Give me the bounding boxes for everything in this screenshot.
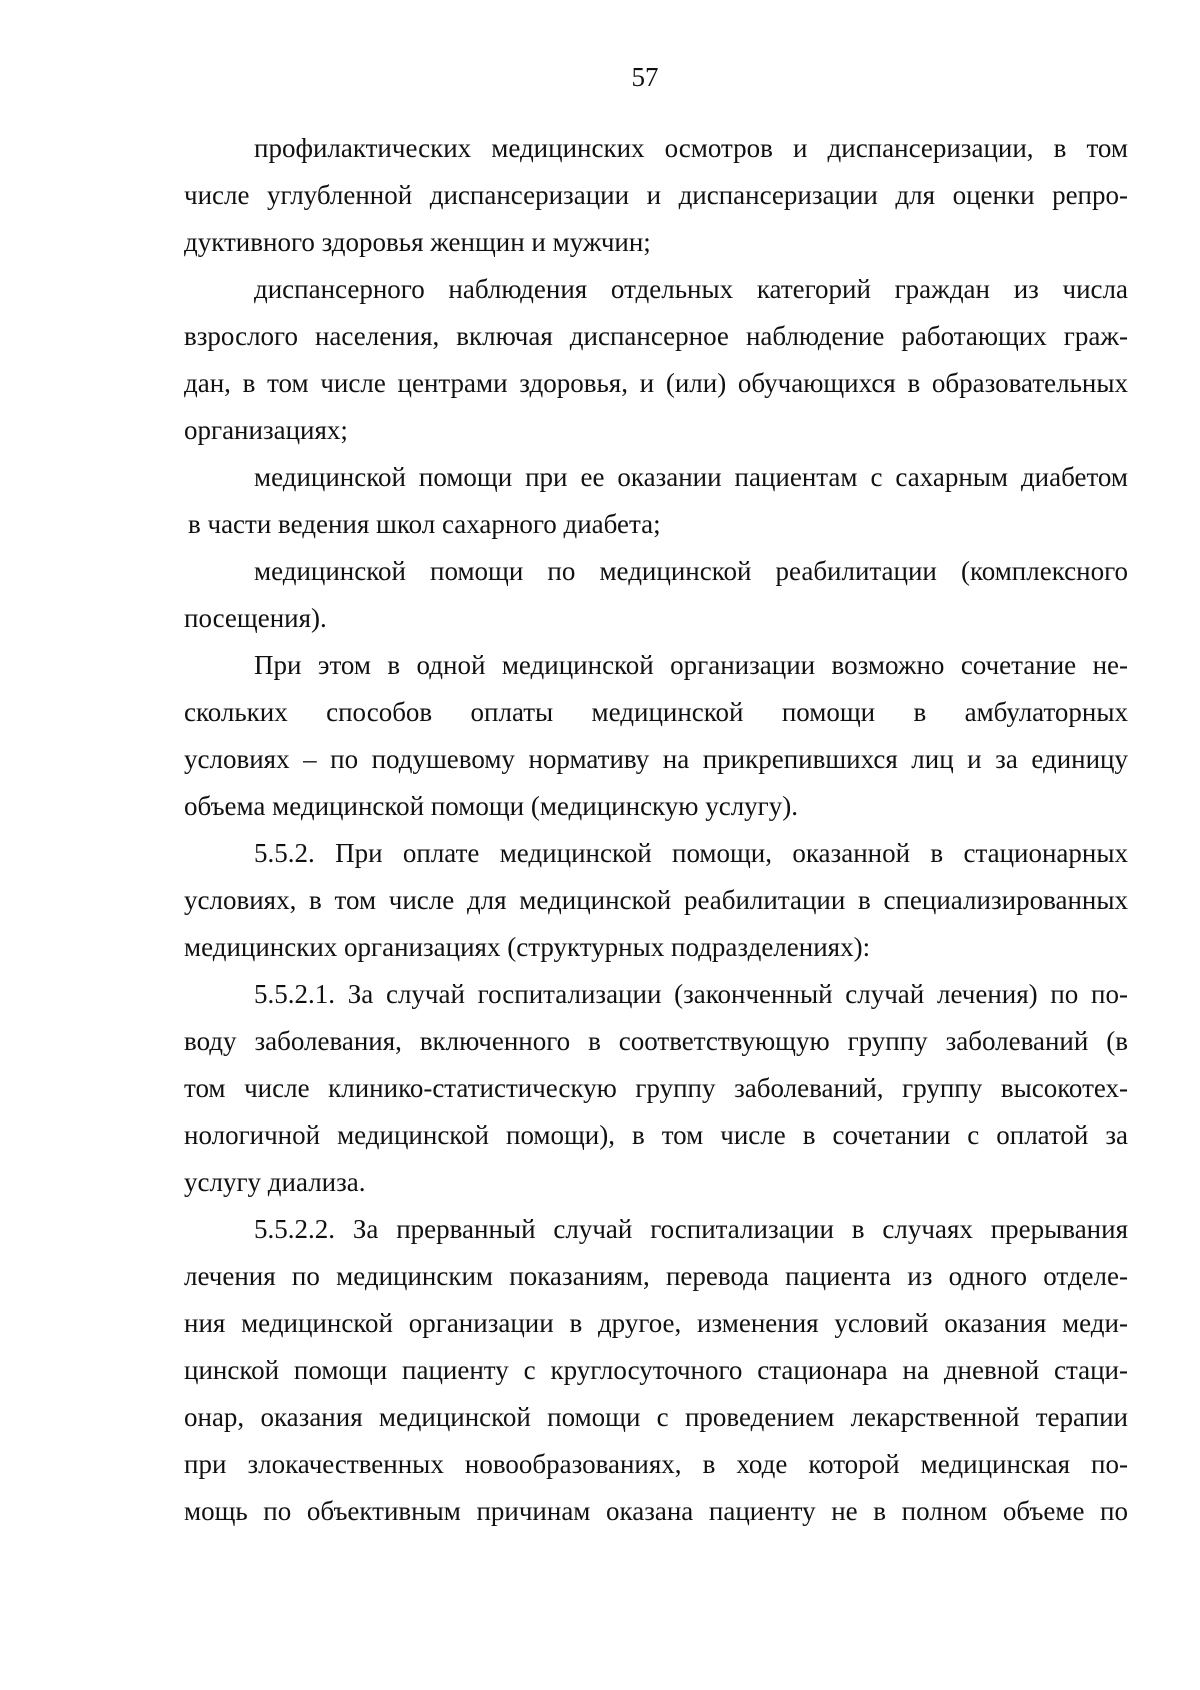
text-line: медицинской помощи при ее оказании пациентам с сахарным диабетом <box>254 462 1128 492</box>
text-line: услугу диализа. <box>184 1167 366 1197</box>
paragraph <box>184 548 1128 642</box>
text-line: медицинской помощи по медицинской реабилитации (комплексного <box>254 556 1128 586</box>
text-line: дан, в том числе центрами здоровья, и (или) обучающихся в образовательных <box>184 368 1128 398</box>
text-line: цинской помощи пациенту с круглосуточного стационара на дневной стаци- <box>184 1355 1128 1385</box>
text-line: 5.5.2.2. За прерванный случай госпитализации в случаях прерывания <box>254 1214 1128 1244</box>
text-line: скольких способов оплаты медицинской помощи в амбулаторных <box>184 697 1128 727</box>
text-line: онар, оказания медицинской помощи с проведением лекарственной терапии <box>184 1402 1128 1432</box>
text-line: посещения). <box>184 603 327 633</box>
text-line: медицинских организациях (структурных подразделениях): <box>184 932 871 962</box>
body-text <box>184 125 1128 1535</box>
text-line: дуктивного здоровья женщин и мужчин; <box>184 227 651 257</box>
text-line: числе углубленной диспансеризации и диспансеризации для оценки репро- <box>184 180 1128 210</box>
text-line: условиях, в том числе для медицинской реабилитации в специализированных <box>184 885 1128 915</box>
paragraph <box>184 971 1128 1206</box>
text-line: нологичной медицинской помощи), в том числе в сочетании с оплатой за <box>184 1120 1128 1150</box>
paragraph <box>184 125 1128 266</box>
paragraph <box>184 642 1128 830</box>
text-line: ния медицинской организации в другое, изменения условий оказания меди- <box>184 1308 1128 1338</box>
text-line: воду заболевания, включенного в соответствующую группу заболеваний (в <box>184 1026 1128 1056</box>
paragraph <box>184 830 1128 971</box>
text-line: мощь по объективным причинам оказана пациенту не в полном объеме по <box>184 1496 1128 1526</box>
text-line: взрослого населения, включая диспансерное наблюдение работающих граж- <box>184 321 1128 351</box>
text-line: 5.5.2.1. За случай госпитализации (законченный случай лечения) по по- <box>254 979 1128 1009</box>
text-line: диспансерного наблюдения отдельных категорий граждан из числа <box>254 274 1128 304</box>
paragraph <box>184 1206 1128 1535</box>
text-line: объема медицинской помощи (медицинскую услугу). <box>184 791 798 821</box>
text-line: при злокачественных новообразованиях, в ходе которой медицинская по- <box>184 1449 1128 1479</box>
text-line: При этом в одной медицинской организации возможно сочетание не- <box>254 650 1128 680</box>
text-line: в части ведения школ сахарного диабета; <box>188 509 661 539</box>
page-number: 57 <box>631 62 659 92</box>
text-line: лечения по медицинским показаниям, перевода пациента из одного отделе- <box>184 1261 1128 1291</box>
text-line: 5.5.2. При оплате медицинской помощи, оказанной в стационарных <box>254 838 1128 868</box>
text-line: профилактических медицинских осмотров и диспансеризации, в том <box>254 133 1128 163</box>
paragraph <box>184 454 1128 548</box>
text-line: организациях; <box>184 415 348 445</box>
text-line: условиях – по подушевому нормативу на прикрепившихся лиц и за единицу <box>184 744 1128 774</box>
text-line: том числе клинико-статистическую группу заболеваний, группу высокотех- <box>184 1073 1128 1103</box>
paragraph <box>184 266 1128 454</box>
